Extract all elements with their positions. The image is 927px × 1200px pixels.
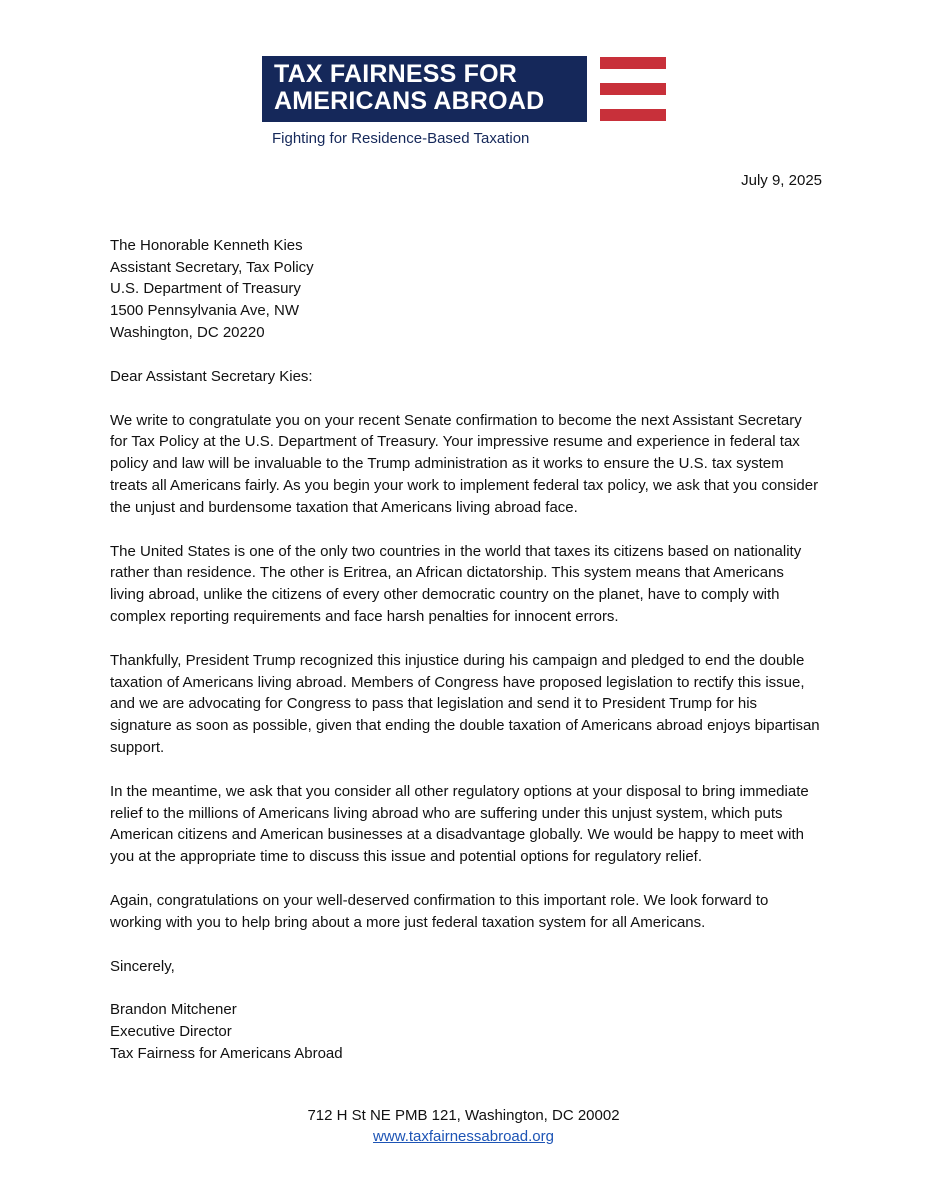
footer xyxy=(0,1105,927,1147)
tagline: Fighting for Residence-Based Taxation xyxy=(272,130,530,147)
flag-stripe-icon xyxy=(600,109,666,121)
flag-stripe-icon xyxy=(600,83,666,95)
body-paragraph: Again, congratulations on your well-deserved confirmation to this important role. We look forward to working with you to help bring about a more just federal taxation system for all Americans. xyxy=(110,891,769,931)
body-paragraph: In the meantime, we ask that you consider all other regulatory options at your disposal to bring immediate relief to the millions of Americans living abroad who are suffering under this unjust system, which puts American citizens and American businesses at a disadvantage globally. We would be happy to meet with you at the appropriate time to discuss this issue and potential options for regulatory relief. xyxy=(110,782,809,866)
recipient-name: The Honorable Kenneth Kies xyxy=(110,236,303,254)
website-link[interactable]: www.taxfairnessabroad.org xyxy=(373,1128,554,1145)
recipient-title: Assistant Secretary, Tax Policy xyxy=(110,258,314,276)
signer-name: Brandon Mitchener xyxy=(110,1001,237,1019)
salutation: Dear Assistant Secretary Kies: xyxy=(110,367,313,385)
recipient-department: U.S. Department of Treasury xyxy=(110,280,301,298)
body-paragraph: Thankfully, President Trump recognized this injustice during his campaign and pledged to end the double taxation of Americans living abroad. Members of Congress have proposed legislation to rectify this issue, and we are advocating for Congress to pass that legislation and send it to President Trump for his signature as soon as possible, given that ending the double taxation of Americans abroad enjoys bipartisan support. xyxy=(110,651,820,756)
closing: Sincerely, xyxy=(110,957,175,975)
organization-logo xyxy=(262,56,587,122)
letter-body xyxy=(110,170,822,1065)
signer-organization: Tax Fairness for Americans Abroad xyxy=(110,1044,343,1062)
letter-date: July 9, 2025 xyxy=(741,172,822,189)
recipient-street: 1500 Pennsylvania Ave, NW xyxy=(110,302,300,320)
logo-text-line-1: TAX FAIRNESS FOR xyxy=(274,60,518,88)
flag-stripe-icon xyxy=(600,57,666,69)
body-paragraph: The United States is one of the only two countries in the world that taxes its citizens based on nationality rather than residence. The other is Eritrea, an African dictatorship. This system means that Americans living abroad, unlike the citizens of every other democratic country on the planet, have to comply with complex reporting requirements and face harsh penalties for innocent errors. xyxy=(110,542,802,625)
logo-text-line-2: AMERICANS ABROAD xyxy=(274,87,545,115)
recipient-city: Washington, DC 20220 xyxy=(110,323,265,341)
signature-block xyxy=(110,999,822,1064)
body-paragraph: We write to congratulate you on your recent Senate confirmation to become the next Assistant Secretary for Tax Policy at the U.S. Department of Treasury. Your impressive resume and experience in federal tax policy and law will be invaluable to the Trump administration as it works to ensure the U.S. tax system treats all Americans fairly. As you begin your work to implement federal tax policy, we ask that you consider the unjust and burdensome taxation that Americans living abroad face. xyxy=(110,411,819,516)
footer-address: 712 H St NE PMB 121, Washington, DC 20002 xyxy=(307,1107,620,1124)
signer-title: Executive Director xyxy=(110,1023,232,1041)
letterhead xyxy=(0,0,927,160)
recipient-address xyxy=(110,235,822,344)
